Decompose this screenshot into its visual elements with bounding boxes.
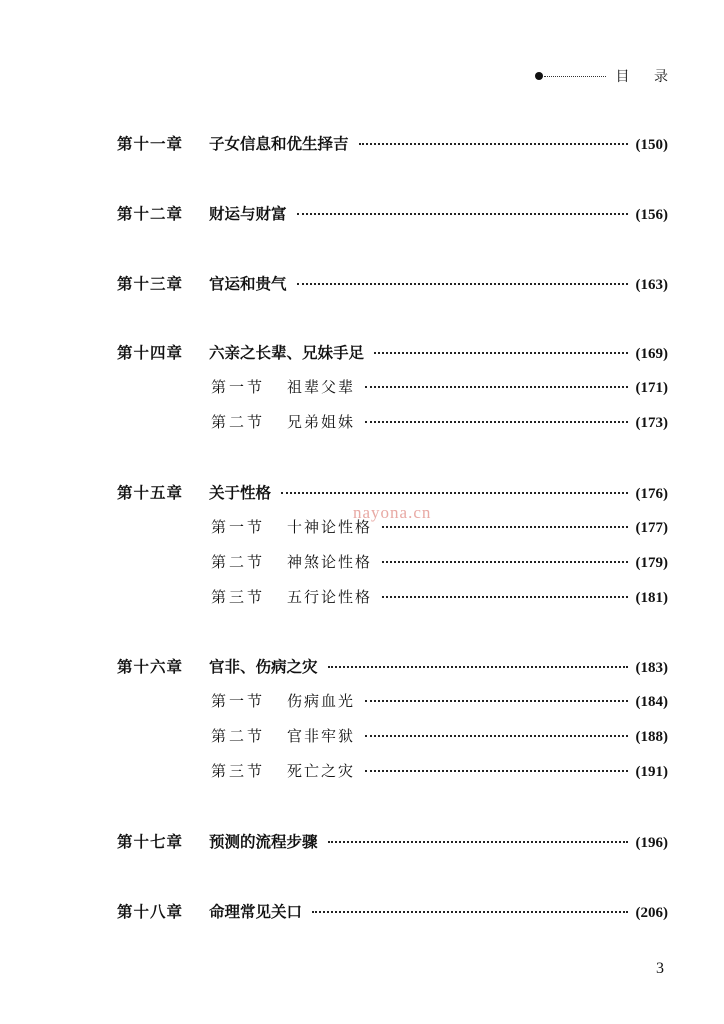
dot-leader bbox=[328, 666, 628, 668]
toc-entry[interactable] bbox=[211, 760, 668, 786]
section-title: 官非牢狱 bbox=[287, 727, 356, 745]
dot-leader bbox=[382, 561, 627, 563]
section-number: 第三节 bbox=[211, 588, 266, 606]
chapter-title: 官运和贵气 bbox=[209, 275, 287, 293]
section-title: 十神论性格 bbox=[287, 518, 373, 536]
page-ref: (171) bbox=[635, 380, 668, 396]
toc-entry[interactable] bbox=[211, 411, 668, 437]
page-ref: (188) bbox=[635, 729, 668, 745]
dot-leader bbox=[297, 283, 628, 285]
dot-leader bbox=[365, 700, 627, 702]
dot-leader bbox=[312, 911, 627, 913]
toc-entry[interactable] bbox=[211, 690, 668, 716]
section-number: 第一节 bbox=[211, 692, 266, 710]
section-title: 死亡之灾 bbox=[287, 762, 356, 780]
dot-leader bbox=[297, 213, 628, 215]
section-number: 第一节 bbox=[211, 518, 266, 536]
section-title: 祖辈父辈 bbox=[287, 378, 356, 396]
toc-entry[interactable] bbox=[211, 725, 668, 751]
page-ref: (156) bbox=[635, 207, 668, 223]
chapter-title: 六亲之长辈、兄妹手足 bbox=[209, 344, 365, 362]
header-dot-icon bbox=[535, 72, 543, 80]
dot-leader bbox=[328, 841, 628, 843]
dot-leader bbox=[359, 143, 628, 145]
dot-leader bbox=[281, 492, 627, 494]
chapter-number: 第十二章 bbox=[117, 205, 184, 223]
page-ref: (206) bbox=[635, 905, 668, 921]
section-number: 第二节 bbox=[211, 413, 266, 431]
toc-entry[interactable] bbox=[211, 376, 668, 402]
section-title: 伤病血光 bbox=[287, 692, 356, 710]
page-ref: (173) bbox=[635, 415, 668, 431]
chapter-title: 预测的流程步骤 bbox=[209, 833, 318, 851]
toc-entry[interactable] bbox=[117, 202, 668, 228]
toc-entry[interactable] bbox=[211, 551, 668, 577]
chapter-number: 第十六章 bbox=[117, 658, 184, 676]
toc-entry[interactable] bbox=[211, 586, 668, 612]
chapter-number: 第十三章 bbox=[117, 275, 184, 293]
page-ref: (179) bbox=[635, 555, 668, 571]
page-ref: (176) bbox=[635, 486, 668, 502]
page-ref: (191) bbox=[635, 764, 668, 780]
section-title: 神煞论性格 bbox=[287, 553, 373, 571]
section-number: 第二节 bbox=[211, 727, 266, 745]
toc-entry[interactable] bbox=[117, 272, 668, 298]
chapter-title: 财运与财富 bbox=[209, 205, 287, 223]
page-ref: (169) bbox=[635, 346, 668, 362]
section-number: 第二节 bbox=[211, 553, 266, 571]
chapter-number: 第十五章 bbox=[117, 484, 184, 502]
running-header bbox=[535, 65, 678, 87]
header-title: 目 录 bbox=[615, 69, 678, 85]
page-ref: (196) bbox=[635, 835, 668, 851]
chapter-title: 命理常见关口 bbox=[209, 903, 303, 921]
dot-leader bbox=[374, 352, 627, 354]
watermark: nayona.cn bbox=[353, 503, 432, 522]
section-number: 第一节 bbox=[211, 378, 266, 396]
page-ref: (150) bbox=[635, 137, 668, 153]
dot-leader bbox=[382, 526, 627, 528]
dot-leader bbox=[365, 421, 627, 423]
section-number: 第三节 bbox=[211, 762, 266, 780]
header-ornament bbox=[535, 72, 606, 80]
chapter-number: 第十四章 bbox=[117, 344, 184, 362]
toc-entry[interactable] bbox=[117, 341, 668, 367]
chapter-number: 第十八章 bbox=[117, 903, 184, 921]
toc-entry[interactable] bbox=[117, 132, 668, 158]
page-ref: (184) bbox=[635, 694, 668, 710]
section-title: 兄弟姐妹 bbox=[287, 413, 356, 431]
toc-entry[interactable] bbox=[117, 900, 668, 926]
section-title: 五行论性格 bbox=[287, 588, 373, 606]
toc-entry[interactable] bbox=[117, 830, 668, 856]
page-number: 3 bbox=[656, 960, 664, 977]
dot-leader bbox=[365, 386, 627, 388]
dot-leader bbox=[365, 770, 627, 772]
chapter-title: 关于性格 bbox=[209, 484, 272, 502]
page-ref: (177) bbox=[635, 520, 668, 536]
dot-leader bbox=[382, 596, 627, 598]
chapter-title: 子女信息和优生择吉 bbox=[209, 135, 349, 153]
page-ref: (163) bbox=[635, 277, 668, 293]
chapter-title: 官非、伤病之灾 bbox=[209, 658, 318, 676]
page-ref: (181) bbox=[635, 590, 668, 606]
chapter-number: 第十一章 bbox=[117, 135, 184, 153]
toc-entry[interactable] bbox=[117, 655, 668, 681]
toc-entry[interactable] bbox=[211, 516, 668, 542]
page-ref: (183) bbox=[635, 660, 668, 676]
dot-leader bbox=[365, 735, 627, 737]
chapter-number: 第十七章 bbox=[117, 833, 184, 851]
header-dotted-line bbox=[544, 76, 606, 77]
